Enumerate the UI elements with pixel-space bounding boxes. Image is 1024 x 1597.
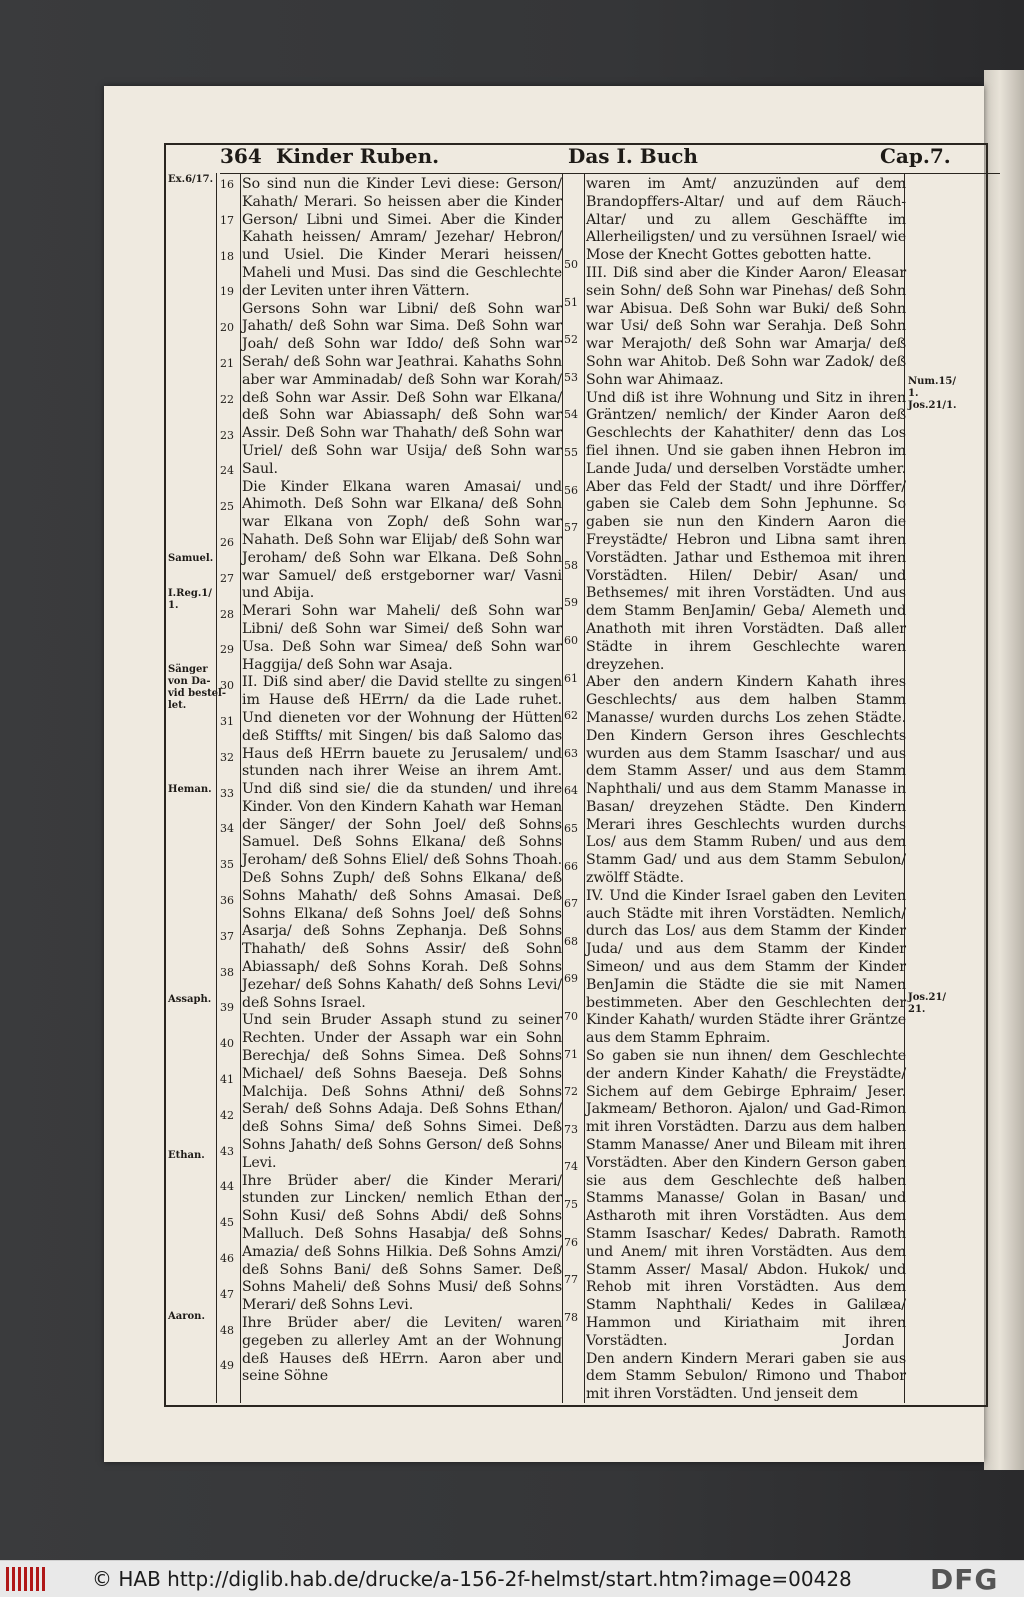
verse-number: 76 [564, 1235, 578, 1249]
verse-number: 30 [220, 679, 234, 693]
verse-number: 26 [220, 536, 234, 549]
verse-number: 47 [220, 1287, 234, 1301]
viewer-footer [0, 1560, 1024, 1597]
verse-number: 44 [220, 1180, 234, 1194]
verse-number: 78 [564, 1310, 578, 1324]
right-text-column [586, 176, 906, 1404]
center-rule [562, 173, 563, 1403]
verse-number: 56 [564, 483, 578, 497]
verse-number: 67 [564, 897, 578, 911]
margin-note: I.Reg.1/ 1. [168, 588, 212, 611]
verse-number: 66 [564, 859, 578, 873]
verse-number: 17 [220, 213, 234, 227]
verse-number: 65 [564, 822, 578, 835]
verse-number: 55 [564, 446, 578, 459]
verse-number: 77 [564, 1273, 578, 1287]
verse-number: 75 [564, 1198, 578, 1211]
verse-number: 36 [220, 894, 234, 907]
verse-number: 37 [220, 929, 234, 943]
running-header [220, 144, 1000, 170]
verse-number: 31 [220, 715, 234, 728]
verse-number: 42 [220, 1108, 234, 1122]
margin-note: Jos.21/ 21. [908, 992, 947, 1015]
verse-number: 33 [220, 786, 234, 800]
margin-note: Ex.6/17. [168, 174, 214, 185]
verse-number: 34 [220, 822, 234, 836]
verse-number: 48 [220, 1323, 234, 1337]
verse-number: 58 [564, 558, 578, 572]
left-margin-rule [216, 173, 217, 1403]
verse-number: 25 [220, 500, 234, 514]
page-number: 364 [220, 144, 262, 168]
verse-number: 23 [220, 428, 234, 442]
verse-number: 63 [564, 746, 578, 760]
verse-number: 70 [564, 1010, 578, 1023]
verse-number: 51 [564, 295, 578, 309]
verse-number: 16 [220, 178, 234, 191]
margin-note: Aaron. [168, 1311, 205, 1322]
margin-note: Assaph. [168, 994, 212, 1005]
margin-note: Ethan. [168, 1150, 205, 1161]
verse-number: 74 [564, 1160, 578, 1174]
verse-number: 27 [220, 571, 234, 585]
chapter-label: Cap.7. [880, 144, 951, 168]
center-verse-rule [584, 173, 585, 1403]
verse-number: 20 [220, 321, 234, 335]
verse-number: 62 [564, 709, 578, 723]
verse-number: 50 [564, 258, 578, 271]
left-running-title: Kinder Ruben. [276, 144, 440, 168]
verse-number: 73 [564, 1122, 578, 1136]
verse-number: 53 [564, 370, 578, 384]
verse-number: 60 [564, 634, 578, 647]
verse-number: 71 [564, 1047, 578, 1061]
verse-number: 45 [220, 1216, 234, 1230]
left-verse-rule [240, 173, 241, 1403]
book-title: Das I. Buch [568, 144, 698, 168]
verse-number: 24 [220, 464, 234, 478]
verse-number: 52 [564, 333, 578, 347]
verse-number: 41 [220, 1073, 234, 1086]
header-rule [220, 173, 1000, 174]
verse-number: 46 [220, 1252, 234, 1265]
verse-number: 69 [564, 972, 578, 986]
verse-number: 54 [564, 408, 578, 422]
verse-number: 28 [220, 607, 234, 621]
margin-note: Sänger von Da- vid bestel- let. [168, 664, 226, 711]
verse-number: 40 [220, 1037, 234, 1051]
left-text-column [242, 176, 562, 1386]
verse-number: 19 [220, 285, 234, 299]
verse-number: 43 [220, 1144, 234, 1158]
book-page [104, 86, 984, 1462]
verse-number: 38 [220, 965, 234, 979]
dfg-logo: DFG [930, 1563, 999, 1596]
margin-note: Heman. [168, 784, 212, 795]
verse-number: 39 [220, 1001, 234, 1015]
right-column-text: waren im Amt/ anzuzünden auf dem Brandopffers-Altar/ und auf dem Räuch-Altar/ und zu allem Geschäffte im Allerheiligsten/ und zu versühnen Israel/ wie Mose der Knecht Gottes gebotten hatte. III. Diß sind aber die Kinder Aaron/ Eleasar sein Sohn/ deß Sohn war Pinehas/ deß Sohn war Abisua. Deß Sohn war Buki/ deß Sohn war Usi/ deß Sohn war Serahja. Deß Sohn war Merajoth/ deß Sohn war Amarja/ deß Sohn war Ahitob. Deß Sohn war Zadok/ deß Sohn war Ahimaaz. Und diß ist ihre Wohnung und Sitz in ihren Gräntzen/ nemlich/ der Kinder Aaron deß Geschlechts der Kahathiter/ denn das Los fiel ihnen. Und sie gaben ihnen Hebron im Lande Juda/ und derselben Vorstädte umher. Aber das Feld der Stadt/ und ihre Dörffer/ gaben sie Caleb dem Sohn Jephunne. So gaben sie nun den Kindern Aaron die Freystädte/ Hebron und Libna samt ihren Vorstädten. Jathar und Esthemoa mit ihren Vorstädten. Hilen/ Debir/ Asan/ und Bethsemes/ mit ihren Vorstädten. Und aus dem Stamm BenJamin/ Geba/ Alemeth und Anathoth mit ihren Vorstädten. Daß aller Städte in ihrem Geschlechte waren dreyzehen. Aber den andern Kindern Kahath ihres Geschlechts/ aus dem halben Stamm Manasse/ wurden durchs Los zehen Städte. Den Kindern Gerson ihres Geschlechts wurden aus dem Stamm Isaschar/ und aus dem Stamm Asser/ und aus dem Stamm Naphthali/ und aus dem Stamm Manasse in Basan/ dreyzehen Städte. Den Kindern Merari ihres Geschlechts wurden durchs Los/ aus dem Stamm Ruben/ und aus dem Stamm Gad/ und aus dem Stamm Sebulon/ zwölff Städte. IV. Und die Kinder Israel gaben den Leviten auch Städte mit ihren Vorstädten. Nemlich/ durch das Los/ aus dem Stamm der Kinder Juda/ und aus dem Stamm der Kinder Simeon/ und aus dem Stamm der Kinder BenJamin die Städte die sie mit Namen bestimmeten. Aber den Geschlechten der Kinder Kahath/ wurden Städte ihrer Gräntze aus dem Stamm Ephraim. So gaben sie nun ihnen/ dem Geschlechte der andern Kinder Kahath/ die Freystädte/ Sichem auf dem Gebirge Ephraim/ Jeser. Jakmeam/ Bethoron. Ajalon/ und Gad-Rimon mit ihren Vorstädten. Darzu aus dem halben Stamm Manasse/ Aner und Bileam mit ihren Vorstädten. Aber den Kindern Gerson gaben sie aus dem Geschlechte deß halben Stamms Manasse/ Golan in Basan/ und Astharoth mit ihren Vorstädten. Aus dem Stamm Isaschar/ Kedes/ Dabrath. Ramoth und Anem/ mit ihren Vorstädten. Aus dem Stamm Asser/ Masal/ Abdon. Hukok/ und Rehob mit ihren Vorstädten. Aus dem Stamm Naphthali/ Kedes in Galilæa/ Hammon und Kiriathaim mit ihren Vorstädten. Den andern Kindern Merari gaben sie aus dem Stamm Sebulon/ Rimono und Thabor mit ihren Vorstädten. Und jenseit dem [586, 176, 906, 1403]
verse-number: 68 [564, 934, 578, 948]
verse-number: 61 [564, 671, 578, 685]
next-page-edge [984, 70, 1024, 1470]
verse-number: 57 [564, 521, 578, 535]
verse-number: 22 [220, 392, 234, 406]
margin-note: Num.15/ 1. Jos.21/1. [908, 376, 957, 411]
verse-number: 32 [220, 750, 234, 764]
left-column-text: So sind nun die Kinder Levi diese: Gerson/ Kahath/ Merari. So heissen aber die Kinder Gerson/ Libni und Simei. Aber die Kinder Kahath heissen/ Amram/ Jezehar/ Hebron/ und Usiel. Die Kinder Merari heissen/ Maheli und Musi. Das sind die Geschlechte der Leviten unter ihren Vättern. Gersons Sohn war Libni/ deß Sohn war Jahath/ deß Sohn war Sima. Deß Sohn war Joah/ deß Sohn war Iddo/ deß Sohn war Serah/ deß Sohn war Jeathrai. Kahaths Sohn aber war Amminadab/ deß Sohn war Korah/ deß Sohn war Assir. Deß Sohn war Elkana/ deß Sohn war Abiassaph/ deß Sohn war Assir. Deß Sohn war Thahath/ deß Sohn war Uriel/ deß Sohn war Usija/ deß Sohn war Saul. Die Kinder Elkana waren Amasai/ und Ahimoth. Deß Sohn war Elkana/ deß Sohn war Elkana von Zoph/ deß Sohn war Nahath. Deß Sohn war Elijab/ deß Sohn war Jeroham/ deß Sohn war Elkana. Deß Sohn war Samuel/ deß erstgeborner war/ Vasni und Abija. Merari Sohn war Maheli/ deß Sohn war Libni/ deß Sohn war Simei/ deß Sohn war Usa. Deß Sohn war Simea/ deß Sohn war Haggija/ deß Sohn war Asaja. II. Diß sind aber/ die David stellte zu singen im Hause deß HErrn/ da die Lade ruhet. Und dieneten vor der Wohnung der Hütten deß Stiffts/ mit Singen/ bis daß Salomo das Haus deß HErrn bauete zu Jerusalem/ und stunden nach ihrer Weise an ihrem Amt. Und diß sind sie/ die da stunden/ und ihre Kinder. Von den Kindern Kahath war Heman der Sänger/ der Sohn Joel/ deß Sohns Samuel. Deß Sohns Elkana/ deß Sohns Jeroham/ deß Sohns Eliel/ deß Sohns Thoah. Deß Sohns Zuph/ deß Sohns Elkana/ deß Sohns Mahath/ deß Sohns Amasai. Deß Sohns Elkana/ deß Sohns Joel/ deß Sohns Asarja/ deß Sohns Zephanja. Deß Sohns Thahath/ deß Sohns Assir/ deß Sohn Abiassaph/ deß Sohns Korah. Deß Sohns Jezehar/ deß Sohns Kahath/ deß Sohns Levi/ deß Sohns Israel. Und sein Bruder Assaph stund zu seiner Rechten. Under der Assaph war ein Sohn Berechja/ deß Sohns Simea. Deß Sohns Michael/ deß Sohns Baeseja. Deß Sohns Malchija. Deß Sohns Athni/ deß Sohns Serah/ deß Sohns Adaja. Deß Sohns Ethan/ deß Sohns Sima/ deß Sohns Simei. Deß Sohns Jahath/ deß Sohns Gerson/ deß Sohns Levi. Ihre Brüder aber/ die Kinder Merari/ stunden zur Lincken/ nemlich Ethan der Sohn Kusi/ deß Sohns Abdi/ deß Sohns Malluch. Deß Sohns Hasabja/ deß Sohns Amazia/ deß Sohns Hilkia. Deß Sohns Amzi/ deß Sohns Bani/ deß Sohns Samer. Deß Sohns Maheli/ deß Sohns Musi/ deß Sohns Merari/ deß Sohns Levi. Ihre Brüder aber/ die Leviten/ waren gegeben zu allerley Amt an der Wohnung deß Hauses deß HErrn. Aaron aber und seine Söhne [242, 176, 562, 1385]
margin-note: Samuel. [168, 553, 214, 564]
verse-number: 72 [564, 1085, 578, 1099]
source-url[interactable]: © HAB http://diglib.hab.de/drucke/a-156-2f-helmst/start.htm?image=00428 [92, 1567, 852, 1591]
verse-number: 18 [220, 249, 234, 263]
catchword: Jordan [844, 1331, 895, 1349]
verse-number: 59 [564, 596, 578, 610]
verse-number: 21 [220, 357, 234, 370]
verse-number: 35 [220, 858, 234, 872]
verse-number: 49 [220, 1359, 234, 1373]
verse-number: 64 [564, 784, 578, 798]
hab-logo-icon [6, 1567, 48, 1591]
verse-number: 29 [220, 643, 234, 657]
